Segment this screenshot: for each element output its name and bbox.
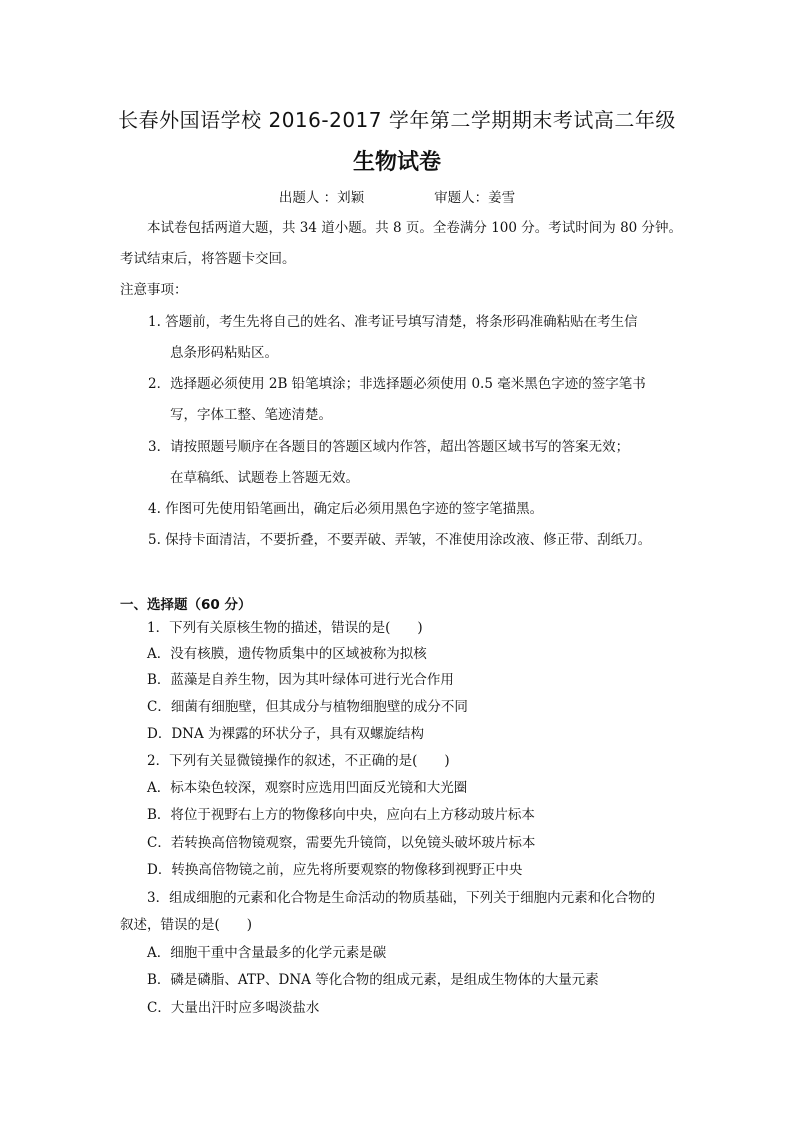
question-1-option-a: A．没有核膜，遗传物质集中的区域被称为拟核 (147, 646, 427, 662)
question-3-option-a: A．细胞干重中含量最多的化学元素是碳 (147, 945, 387, 961)
intro-line-2: 考试结束后，将答题卡交回。 (120, 251, 296, 267)
question-1-stem: 1．下列有关原核生物的描述，错误的是( ) (147, 620, 423, 636)
question-3-option-b: B．磷是磷脂、ATP、DNA 等化合物的组成元素，是组成生物体的大量元素 (147, 972, 599, 988)
question-2-option-c: C．若转换高倍物镜观察，需要先升镜筒，以免镜头破坏玻片标本 (147, 835, 536, 851)
notes-heading: 注意事项： (120, 282, 188, 298)
note-item-2-cont: 写，字体工整、笔迹清楚。 (170, 407, 332, 423)
question-2-option-a: A．标本染色较深，观察时应选用凹面反光镜和大光圈 (147, 780, 468, 796)
question-1-option-d: D．DNA 为裸露的环状分子，具有双螺旋结构 (147, 726, 424, 742)
note-item-1-cont: 息条形码粘贴区。 (170, 345, 278, 361)
setter-label: 出题人 ：刘颖 (278, 190, 365, 206)
question-1-option-b: B．蓝藻是自养生物，因为其叶绿体可进行光合作用 (147, 672, 454, 688)
section-heading: 一、选择题（60 分） (120, 597, 252, 613)
question-2-stem: 2．下列有关显微镜操作的叙述，不正确的是( ) (147, 753, 450, 769)
reviewer-label: 审题人：姜雪 (434, 190, 516, 206)
authors-line (0, 186, 794, 206)
question-2-option-d: D．转换高倍物镜之前，应先将所要观察的物像移到视野正中央 (147, 862, 523, 878)
note-item-5: 5. 保持卡面清洁，不要折叠，不要弄破、弄皱，不准使用涂改液、修正带、刮纸刀。 (148, 532, 652, 548)
intro-line-1: 本试卷包括两道大题，共 34 道小题。共 8 页。全卷满分 100 分。考试时间为 80 分钟。 (147, 220, 683, 236)
question-3-option-c: C．大量出汗时应多喝淡盐水 (147, 1000, 320, 1016)
note-item-3: 3．请按照题号顺序在各题目的答题区域内作答，超出答题区域书写的答案无效； (148, 439, 630, 455)
exam-subject: 生物试卷 (352, 150, 441, 175)
question-2-option-b: B．将位于视野右上方的物像移向中央，应向右上方移动玻片标本 (147, 807, 535, 823)
question-3-stem: 3．组成细胞的元素和化合物是生命活动的物质基础，下列关于细胞内元素和化合物的 (147, 890, 656, 906)
note-item-4: 4. 作图可先使用铅笔画出，确定后必须用黑色字迹的签字笔描黑。 (148, 501, 544, 517)
note-item-1: 1. 答题前，考生先将自己的姓名、准考证号填写清楚，将条形码准确粘贴在考生信 (148, 314, 638, 330)
question-3-stem-cont: 叙述，错误的是( ) (120, 917, 253, 933)
question-1-option-c: C．细菌有细胞壁，但其成分与植物细胞壁的成分不同 (147, 699, 468, 715)
note-item-2: 2．选择题必须使用 2B 铅笔填涂；非选择题必须使用 0.5 毫米黑色字迹的签字笔书 (148, 376, 646, 392)
note-item-3-cont: 在草稿纸、试题卷上答题无效。 (170, 470, 359, 486)
exam-title: 长春外国语学校 2016-2017 学年第二学期期末考试高二年级 (118, 108, 676, 132)
